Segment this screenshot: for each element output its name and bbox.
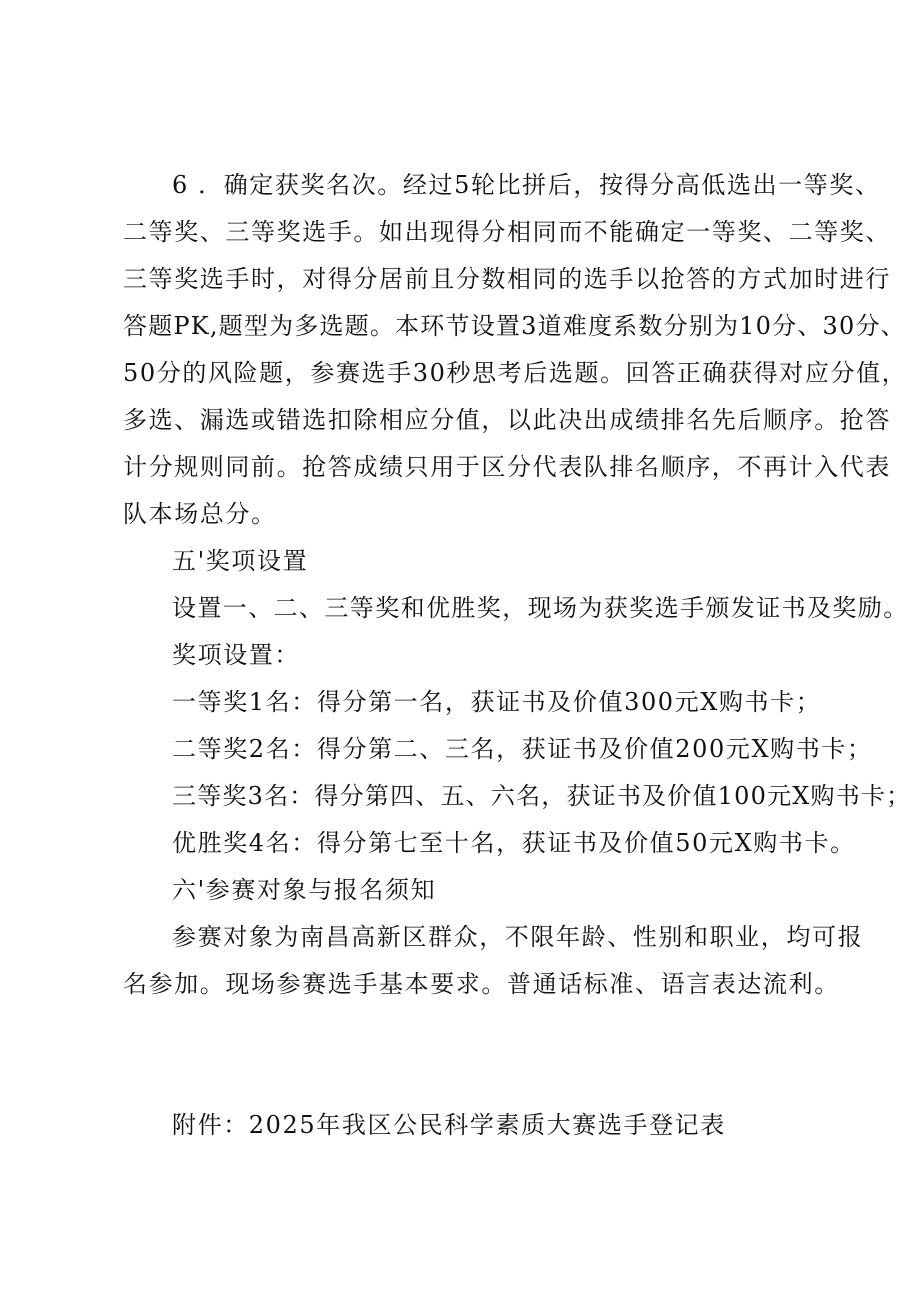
award-first: 一等奖1名：得分第一名，获证书及价值300元X购书卡； [172, 688, 822, 716]
award-second: 二等奖2名：得分第二、三名，获证书及价值200元X购书卡； [172, 735, 873, 763]
section5-subheading: 奖项设置： [172, 641, 300, 669]
award-third: 三等奖3名：得分第四、五、六名，获证书及价值100元X购书卡； [172, 782, 912, 810]
attachment-note: 附件：2025年我区公民科学素质大赛选手登记表 [172, 1111, 726, 1139]
rule6-line-5: 50分的风险题，参赛选手30秒思考后选题。回答正确获得对应分值， [123, 359, 908, 387]
rule6-line-8: 队本场总分。 [123, 500, 277, 528]
section5-heading: 五'奖项设置 [172, 547, 309, 575]
rule6-line-1: 6 ．确定获奖名次。经过5轮比拼后，按得分高低选出一等奖、 [172, 171, 881, 199]
rule6-line-7: 计分规则同前。抢答成绩只用于区分代表队排名顺序，不再计入代表 [123, 453, 891, 481]
section6-line-2: 名参加。现场参赛选手基本要求。普通话标准、语言表达流利。 [123, 970, 840, 998]
rule6-line-6: 多选、漏选或错选扣除相应分值，以此决出成绩排名先后顺序。抢答 [123, 406, 891, 434]
rule6-line-3: 三等奖选手时，对得分居前且分数相同的选手以抢答的方式加时进行 [123, 265, 891, 293]
rule6-line-4: 答题PK,题型为多选题。本环节设置3道难度系数分别为10分、30分、 [123, 312, 906, 340]
award-excellence: 优胜奖4名：得分第七至十名，获证书及价值50元X购书卡。 [172, 829, 856, 857]
section6-heading: 六'参赛对象与报名须知 [172, 876, 437, 904]
section6-line-1: 参赛对象为南昌高新区群众，不限年龄、性别和职业，均可报 [172, 923, 864, 951]
rule6-line-2: 二等奖、三等奖选手。如出现得分相同而不能确定一等奖、二等奖、 [123, 218, 891, 246]
section5-intro: 设置一、二、三等奖和优胜奖，现场为获奖选手颁发证书及奖励。 [172, 594, 909, 622]
